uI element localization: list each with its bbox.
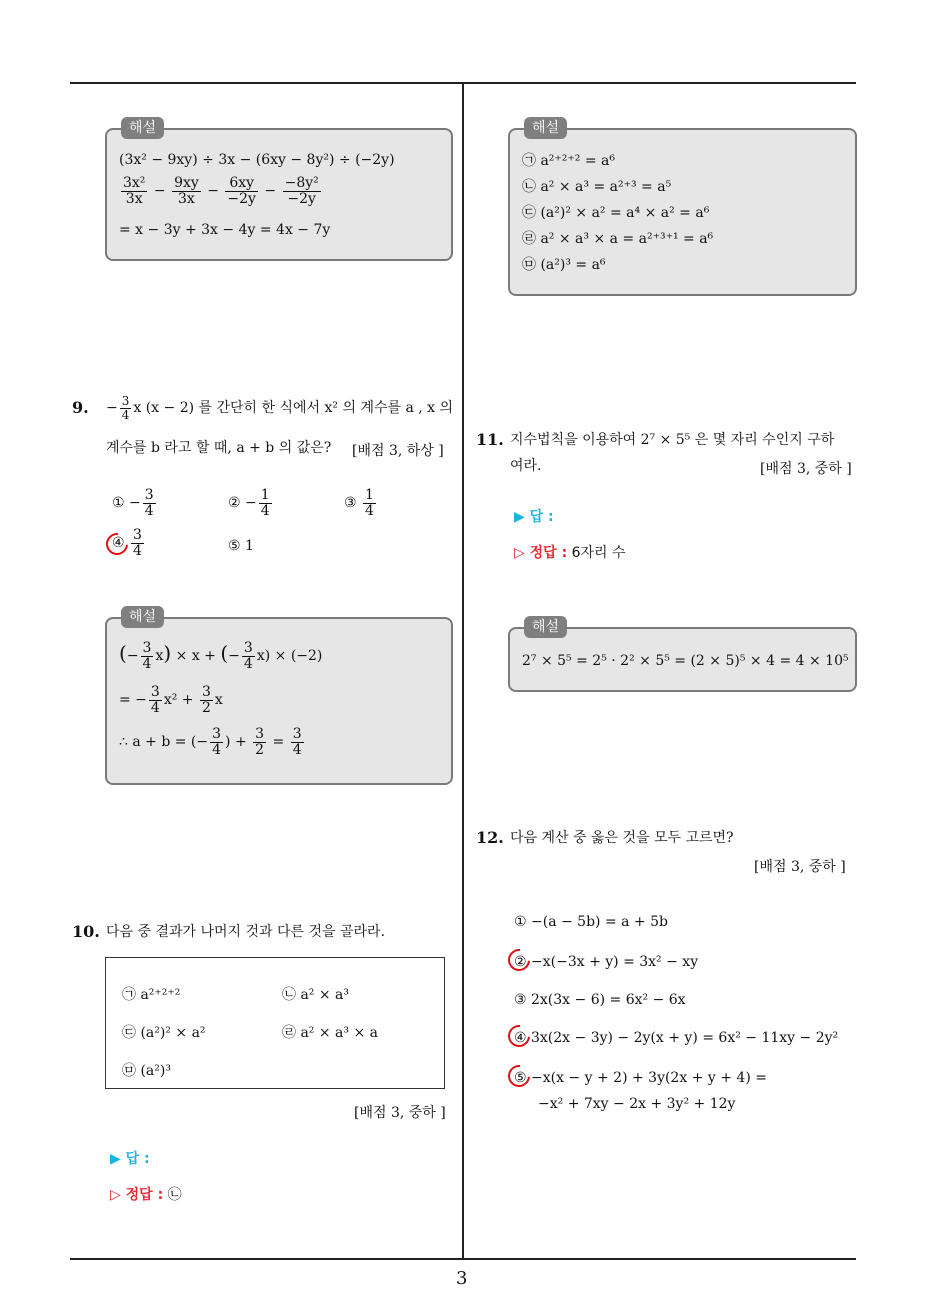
solution-tag: 해설 xyxy=(524,616,567,638)
question-12-number: 12. xyxy=(476,828,504,847)
q12-option-4[interactable]: ④ 3x(2x − 3y) − 2y(x + y) = 6x² − 11xy − 2y² xyxy=(514,1030,839,1046)
question-9-text-line1: − $\frac{3}{4}$ x (x − 2) 를 간단히 한 식에서 x² 의 계수를 a , x 의 xyxy=(106,393,454,422)
solution-box-q11 xyxy=(508,619,857,692)
solution-box-q9 xyxy=(105,609,453,785)
sol9-line2: = − $\frac{3}{4}$ x² + $\frac{3}{2}$ x xyxy=(119,684,223,716)
q11-answer-label: ▶ 답 : xyxy=(514,509,554,525)
question-11-meta: [배점 3, 중하 ] xyxy=(760,461,852,477)
q12-option-2-correct-mark xyxy=(504,945,535,976)
q9-option-2[interactable]: ② − $\frac{1}{4}$ xyxy=(228,487,270,519)
question-9-meta: [배점 3, 하상 ] xyxy=(352,443,444,459)
sol8-line3: = x − 3y + 3x − 4y = 4x − 7y xyxy=(119,222,331,238)
sol10-line4: ㉣ a² × a³ × a = a²⁺³⁺¹ = a⁶ xyxy=(522,231,714,247)
q10-item-4: ㉣ a² × a³ × a xyxy=(282,1025,378,1041)
question-12-text: 다음 계산 중 옳은 것을 모두 고르면? xyxy=(510,830,734,846)
sol9-line3: ∴ a + b = (− $\frac{3}{4}$ ) + $\frac{3}{2}$ = $\frac{3}{4}$ xyxy=(119,726,302,758)
solution-tag: 해설 xyxy=(121,117,164,139)
q10-answer-label: ▶ 답 : xyxy=(110,1151,150,1167)
q9-option-1[interactable]: ① − $\frac{3}{4}$ xyxy=(112,487,154,519)
sol10-line5: ㉤ (a²)³ = a⁶ xyxy=(522,257,606,273)
question-11-text-line1: 지수법칙을 이용하여 2⁷ × 5⁵ 은 몇 자리 수인지 구하 xyxy=(510,432,835,448)
q12-option-5-correct-mark xyxy=(504,1061,535,1092)
q12-option-5[interactable]: ⑤ −x(x − y + 2) + 3y(2x + y + 4) = xyxy=(514,1070,767,1086)
q9-option-3[interactable]: ③ $\frac{1}{4}$ xyxy=(344,487,374,519)
solution-box-q8 xyxy=(105,120,453,261)
sol10-line3: ㉢ (a²)² × a² = a⁴ × a² = a⁶ xyxy=(522,205,710,221)
page-number: 3 xyxy=(456,1268,468,1289)
solution-tag: 해설 xyxy=(524,117,567,139)
bottom-rule xyxy=(70,1258,856,1260)
column-divider xyxy=(462,82,464,1259)
sol10-line2: ㉡ a² × a³ = a²⁺³ = a⁵ xyxy=(522,179,672,195)
q12-option-3[interactable]: ③ 2x(3x − 6) = 6x² − 6x xyxy=(514,992,686,1008)
q10-item-2: ㉡ a² × a³ xyxy=(282,987,349,1003)
sol9-line1: (− $\frac{3}{4}$ x) × x + (− $\frac{3}{4}$ x) × (−2) xyxy=(119,640,323,672)
sol8-line1: (3x² − 9xy) ÷ 3x − (6xy − 8y²) ÷ (−2y) xyxy=(119,152,395,168)
q10-item-1: ㉠ a²⁺²⁺² xyxy=(122,987,181,1003)
sol8-line2: $\frac{\text{3x²}}{3x}$ − $\frac{9xy}{3x}$ − $\frac{6xy}{-2y}$ − $\frac{\text{−8y²}}{-2y}$ xyxy=(123,175,319,207)
q11-correct-answer: ▷ 정답 : 6자리 수 xyxy=(514,545,626,561)
sol10-line1: ㉠ a²⁺²⁺² = a⁶ xyxy=(522,153,616,169)
question-11-text-line2: 여라. xyxy=(510,458,542,474)
q10-item-3: ㉢ (a²)² × a² xyxy=(122,1025,206,1041)
q12-option-5-continued: −x² + 7xy − 2x + 3y² + 12y xyxy=(538,1096,736,1112)
question-10-meta: [배점 3, 중하 ] xyxy=(354,1105,446,1121)
question-10-text: 다음 중 결과가 나머지 것과 다른 것을 골라라. xyxy=(106,924,386,940)
q10-item-5: ㉤ (a²)³ xyxy=(122,1063,171,1079)
q10-correct-answer: ▷ 정답 : ㉡ xyxy=(110,1187,182,1203)
question-12-meta: [배점 3, 중하 ] xyxy=(754,859,846,875)
question-9-number: 9. xyxy=(72,398,89,417)
sol11-line: 2⁷ × 5⁵ = 2⁵ · 2² × 5⁵ = (2 × 5)⁵ × 4 = 4 × 10⁵ xyxy=(522,653,849,669)
q9-option-4[interactable]: ④ $\frac{3}{4}$ xyxy=(112,527,142,559)
solution-tag: 해설 xyxy=(121,606,164,628)
question-9-text-line2: 계수를 b 라고 할 때, a + b 의 값은? xyxy=(106,440,332,456)
q12-option-4-correct-mark xyxy=(504,1021,535,1052)
q12-option-1[interactable]: ① −(a − 5b) = a + 5b xyxy=(514,914,668,930)
question-11-number: 11. xyxy=(476,430,504,449)
q9-option-5[interactable]: ⑤ 1 xyxy=(228,538,254,554)
q12-option-2[interactable]: ② −x(−3x + y) = 3x² − xy xyxy=(514,954,699,970)
question-10-number: 10. xyxy=(72,922,100,941)
q10-items-box xyxy=(105,957,445,1089)
solution-box-q10 xyxy=(508,120,857,296)
